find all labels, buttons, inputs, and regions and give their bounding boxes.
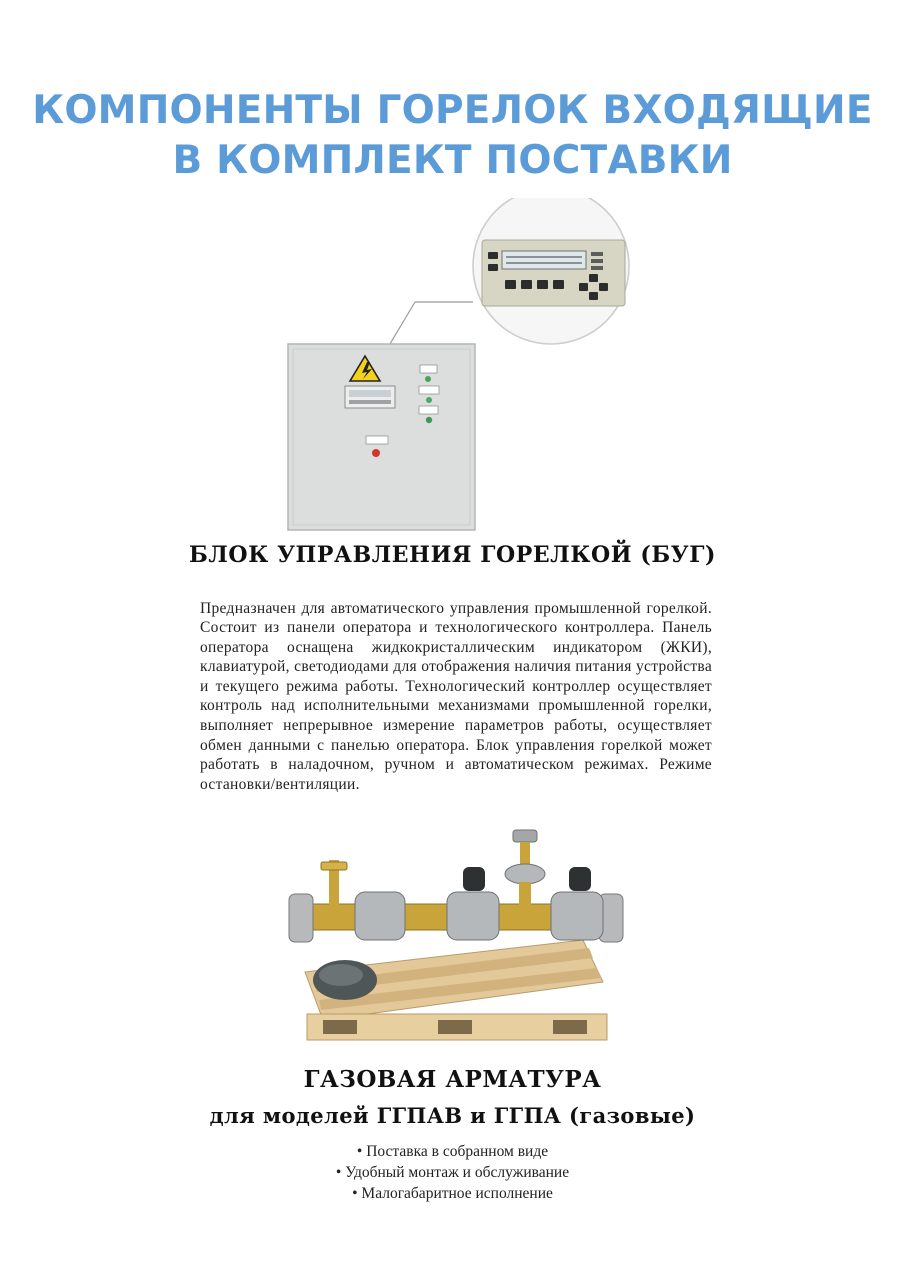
page-title <box>0 86 905 186</box>
gas-valve-train-image <box>283 822 628 1050</box>
control-unit-heading: БЛОК УПРАВЛЕНИЯ ГОРЕЛКОЙ (БУГ) <box>188 542 717 568</box>
page-title-line-1: КОМПОНЕНТЫ ГОРЕЛОК ВХОДЯЩИЕ <box>32 88 873 134</box>
gas-fittings-subheading: для моделей ГГПАВ и ГГПА (газовые) <box>209 1103 696 1128</box>
feature-item: • Малогабаритное исполнение <box>0 1183 905 1204</box>
feature-item: • Поставка в собранном виде <box>0 1141 905 1162</box>
control-unit-description: Предназначен для автоматического управления промышленной горелкой. Состоит из панели оператора и технологического контроллера. Панель оператора оснащена жидкокристаллическим индикатором (ЖКИ), клавиатурой, светодиодами для отображения наличия питания устройства и текущего режима работы. Технологический контроллер осуществляет контроль над исполнительными механизмами промышленной горелки, выполняет непрерывное измерение параметров работы, осуществляет обмен данными с панелью оператора. Блок управления горелкой может работать в наладочном, ручном и автоматическом режимах. Режиме остановки/вентиляции. <box>200 599 712 793</box>
control-cabinet-image <box>283 198 783 536</box>
feature-item: • Удобный монтаж и обслуживание <box>0 1162 905 1183</box>
gas-fittings-feature-list <box>0 1141 905 1204</box>
page-title-line-2: В КОМПЛЕКТ ПОСТАВКИ <box>172 138 733 184</box>
gas-fittings-heading: ГАЗОВАЯ АРМАТУРА <box>303 1066 602 1093</box>
